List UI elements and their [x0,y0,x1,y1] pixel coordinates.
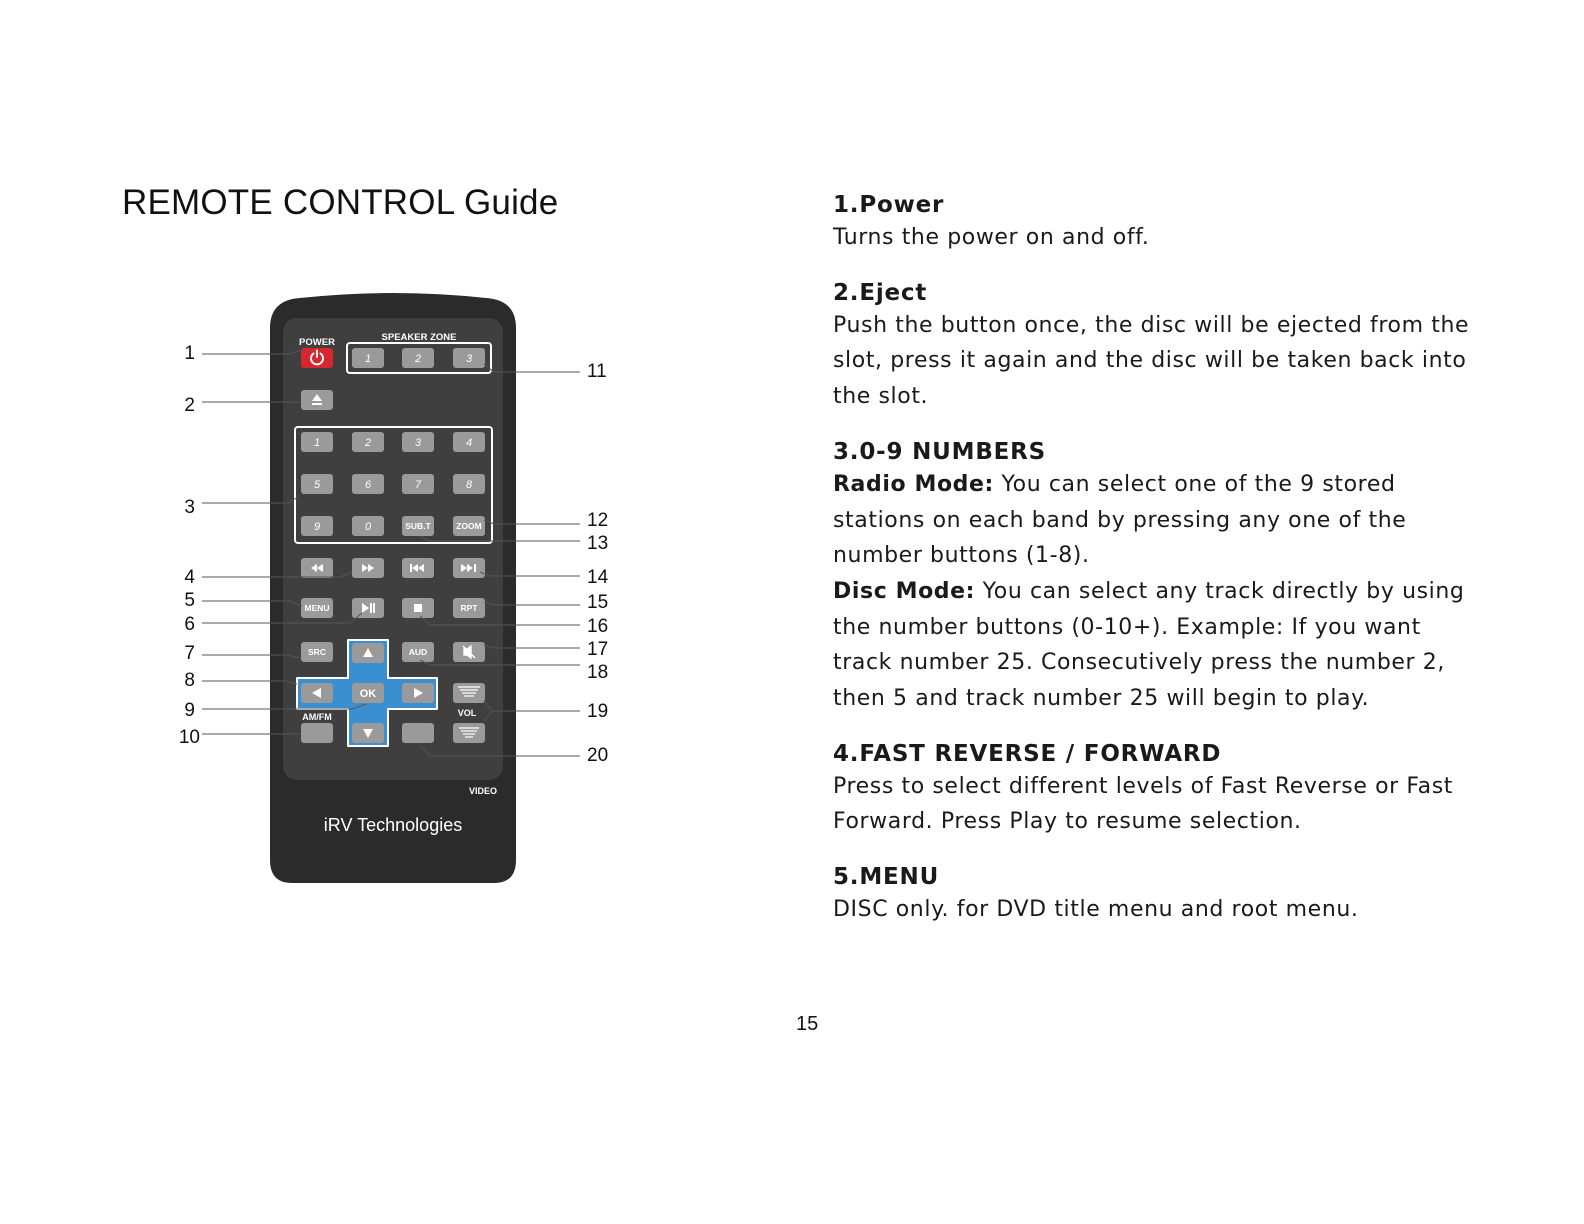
number-button-8[interactable] [453,474,485,494]
callout-2: 2 [184,395,195,416]
callout-16: 16 [587,616,609,637]
disc-mode-label: Disc Mode: [833,578,976,604]
zoom-button-label: ZOOM [456,521,482,531]
speaker-zone-button-1[interactable] [352,348,384,368]
callout-10: 10 [178,727,200,748]
number-button-4[interactable] [453,432,485,452]
number-button-5[interactable] [301,474,333,494]
zone-button-2-label: 2 [414,353,422,365]
remote-control-figure [0,0,820,1000]
ok-button-label: OK [359,688,377,700]
eject-button[interactable] [301,390,333,410]
previous-track-button[interactable] [402,558,434,578]
speaker-zone-button-2[interactable] [402,348,434,368]
section-text: Turns the power on and off. [833,225,1150,250]
number-button-4-label: 4 [465,437,473,449]
mute-button[interactable] [453,642,485,662]
repeat-button-label: RPT [460,603,478,613]
section-heading: 2.Eject [833,279,928,306]
ok-button[interactable] [352,683,384,703]
number-button-1[interactable] [301,432,333,452]
callout-8: 8 [184,670,195,691]
volume-up-button[interactable] [453,683,485,703]
brand-logo: iRV Technologies [323,815,463,835]
section-text: Push the button once, the disc will be ejected from the slot, press it again and the disc will be taken back into the slot. [833,312,1470,410]
power-button[interactable] [301,348,333,368]
left-button[interactable] [301,683,333,703]
callout-12: 12 [587,510,609,531]
number-button-6[interactable] [352,474,384,494]
callout-3: 3 [184,497,195,518]
section-heading: 4.FAST REVERSE / FORWARD [833,740,1222,767]
source-button[interactable] [301,642,333,662]
radio-mode-label: Radio Mode: [833,471,994,497]
callout-numbers-right [587,361,609,766]
subtitle-button-label: SUB.T [405,521,431,531]
right-button[interactable] [402,683,434,703]
amfm-label: AM/FM [302,712,332,722]
zone-button-3-label: 3 [465,353,473,365]
next-track-button[interactable] [453,558,485,578]
number-button-7[interactable] [402,474,434,494]
callout-13: 13 [587,533,609,554]
audio-button-label: AUD [408,647,428,657]
number-button-8-label: 8 [465,479,473,491]
disc-mode-paragraph [833,574,1473,717]
section-heading: 3.0-9 NUMBERS [833,438,1047,465]
number-button-3-label: 3 [414,437,422,449]
radio-mode-paragraph [833,467,1473,574]
page-number: 15 [796,1013,819,1035]
section-numbers [833,437,1473,717]
amfm-button[interactable] [301,723,333,743]
section-text: Press to select different levels of Fast Reverse or Fast Forward. Press Play to resume selection. [833,773,1453,835]
vol-label: VOL [457,708,477,718]
number-button-5-label: 5 [313,479,321,491]
menu-button[interactable] [301,598,333,618]
play-pause-button[interactable] [352,598,384,618]
down-button[interactable] [352,723,384,743]
number-button-9-label: 9 [313,521,321,533]
callout-6: 6 [184,614,195,635]
up-button[interactable] [352,643,384,663]
video-label: VIDEO [468,786,498,796]
number-button-3[interactable] [402,432,434,452]
callout-numbers-left [179,343,200,748]
speaker-zone-button-3[interactable] [453,348,485,368]
number-button-6-label: 6 [364,479,372,491]
callout-7: 7 [184,643,195,664]
disc-mode-text: You can select any track directly by using the number buttons (0-10+). Example: If you want track number 25. Consecutively press the number 2, then 5 and track number 25 will begin to play. [833,578,1465,712]
zoom-button[interactable] [453,516,485,536]
callout-1: 1 [184,343,195,364]
fast-forward-button[interactable] [352,558,384,578]
callout-17: 17 [587,639,609,660]
audio-button[interactable] [402,642,434,662]
source-button-label: SRC [308,647,326,657]
number-button-1-label: 1 [313,437,321,449]
stop-button[interactable] [402,598,434,618]
radio-mode-text: You can select one of the 9 stored stations on each band by pressing any one of the number buttons (1-8). [833,471,1407,569]
video-button[interactable] [402,723,434,743]
callout-14: 14 [587,567,609,588]
page-title: REMOTE CONTROL Guide [122,183,559,223]
section-fast-reverse-forward [833,739,1473,840]
callout-19: 19 [587,701,609,722]
section-heading: 1.Power [833,192,945,218]
subtitle-button[interactable] [402,516,434,536]
power-label: POWER [299,337,335,348]
number-button-2-label: 2 [364,437,372,449]
number-button-0-label: 0 [364,521,372,533]
menu-button-label: MENU [304,603,330,613]
section-heading: 5.MENU [833,864,940,891]
number-button-2[interactable] [352,432,384,452]
number-button-0[interactable] [352,516,384,536]
callout-5: 5 [184,590,195,611]
number-button-9[interactable] [301,516,333,536]
callout-9: 9 [184,700,195,721]
section-power [833,190,1473,256]
number-button-7-label: 7 [414,479,422,491]
callout-18: 18 [587,662,609,683]
callout-11: 11 [587,361,607,382]
volume-down-button[interactable] [453,723,485,743]
section-menu [833,862,1473,928]
repeat-button[interactable] [453,598,485,618]
fast-reverse-button[interactable] [301,558,333,578]
callout-15: 15 [587,592,609,613]
zone-button-1-label: 1 [364,353,372,365]
stop-icon [414,604,422,612]
callout-4: 4 [184,567,195,588]
callout-20: 20 [587,745,609,766]
section-text: DISC only. for DVD title menu and root menu. [833,897,1359,923]
section-eject [833,278,1473,415]
speaker-zone-label: SPEAKER ZONE [381,332,457,343]
function-descriptions [833,190,1473,950]
